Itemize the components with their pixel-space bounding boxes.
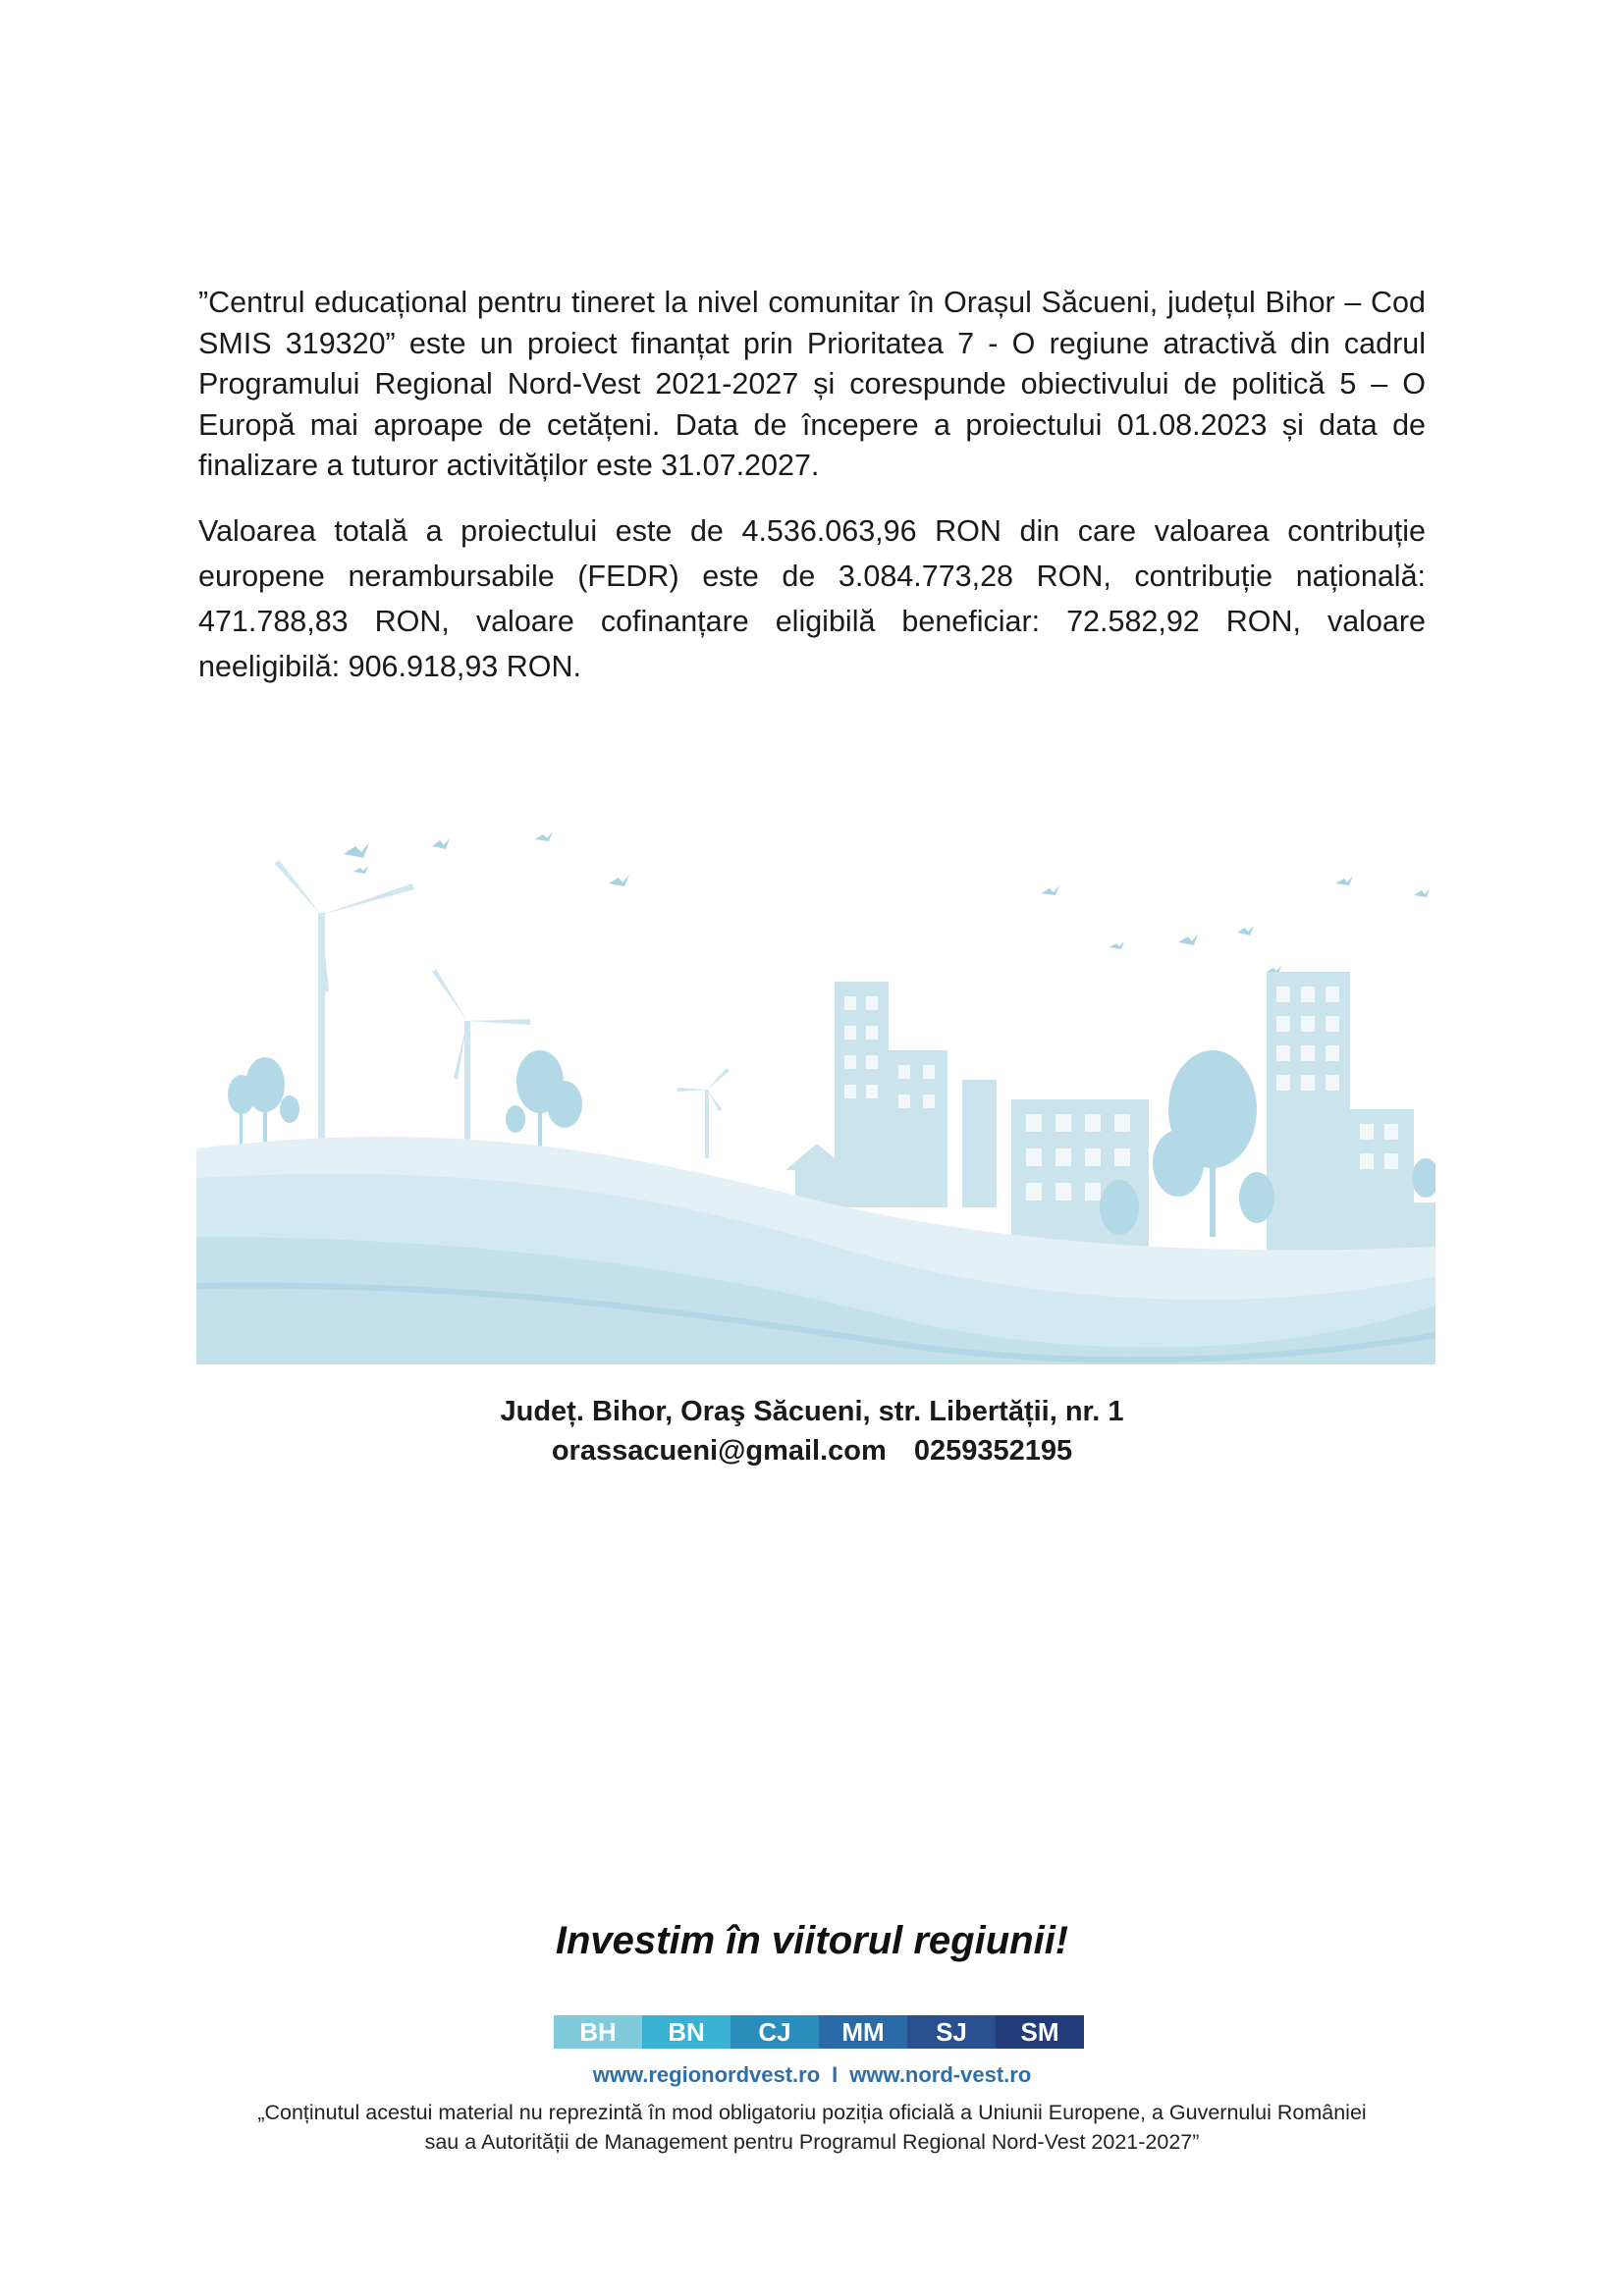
wind-turbines: [275, 860, 730, 1158]
county-sm: SM: [996, 2015, 1084, 2049]
project-values-paragraph: Valoarea totală a proiectului este de 4.536.063,96 RON din care valoarea contribuție europene nerambursabile (FEDR) este de 3.084.773,28 RON, contribuție națională: 471.788,83 RON, valoare cofinanțare eligibilă beneficiar: 72.582,92 RON, valoare neeligibilă: 906.918,93 RON.: [198, 514, 1426, 683]
county-bar: [554, 2015, 1084, 2049]
websites-line: [0, 2062, 1624, 2088]
slogan: Investim în viitorul regiunii!: [555, 1919, 1069, 1962]
website-regionordvest-link[interactable]: www.regionordvest.ro: [592, 2062, 821, 2087]
birds-illustration: [344, 831, 1430, 974]
project-description-paragraph: ”Centrul educațional pentru tineret la nivel comunitar în Orașul Săcueni, județul Bihor – Cod SMIS 319320” este un proiect finanțat prin Prioritatea 7 - O regiune atractivă din cadrul Programului Regional Nord-Vest 2021-2027 și corespunde obiectivului de politică 5 – O Europă mai aproape de cetățeni. Data de începere a proiectului 01.08.2023 și data de finalizare a tuturor activităților este 31.07.2027.: [198, 286, 1426, 482]
phone-number: 0259352195: [913, 1435, 1073, 1467]
county-bh: BH: [554, 2015, 642, 2049]
city-landscape-illustration: [196, 825, 1435, 1364]
website-nord-vest-link[interactable]: www.nord-vest.ro: [849, 2062, 1032, 2087]
contact-line: [0, 1435, 1624, 1468]
disclaimer: „Conținutul acestui material nu reprezintă în mod obligatoriu poziția oficială a Uniunii Europene, a Guvernului României sau a Autorității de Management pentru Programul Regional Nord-Vest 2021-2027”: [257, 2101, 1367, 2154]
website-separator: I: [832, 2062, 839, 2087]
county-cj: CJ: [731, 2015, 819, 2049]
county-sj: SJ: [907, 2015, 996, 2049]
email-link[interactable]: orassacueni@gmail.com: [551, 1435, 887, 1467]
county-mm: MM: [819, 2015, 907, 2049]
address-line: Județ. Bihor, Oraş Săcueni, str. Libertății, nr. 1: [500, 1396, 1124, 1427]
county-bn: BN: [642, 2015, 731, 2049]
